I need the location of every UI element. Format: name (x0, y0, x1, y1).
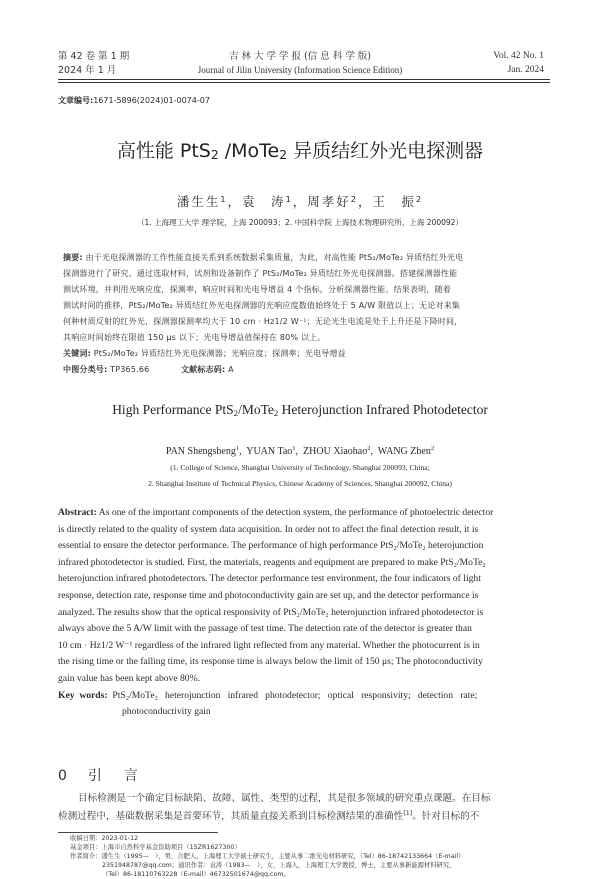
header-volume-zh: 第 42 卷 第 1 期 (58, 51, 130, 62)
keywords-zh: 关键词: PtS₂/MoTe₂ 异质结红外光电探测器；光响应度；探测率；光电导增益 (63, 349, 346, 358)
abstract-en-line: is directly related to the quality of system data acquisition. In order not to affect the final detection result, it is (58, 523, 479, 535)
abstract-en-line: essential to ensure the detector performance. The performance of high performance PtS₂/MoTe₂ heterojunction (58, 540, 484, 552)
intro-line: 目标检测是一个确定目标缺陷、故障、属性、类型的过程，其是很多领域的研究重点课题。在目标 (78, 793, 491, 804)
abstract-zh (63, 250, 543, 378)
affiliation-zh: （1. 上海理工大学 理学院，上海 200093；2. 中国科学院 上海技术物理研究所，上海 200092） (137, 218, 463, 227)
footnote-authors-cont: （Tel）86-18110763228（E-mail）46732501674@qq.com。 (102, 871, 290, 878)
footnote-authors-cont: 2351948787@qq.com；通讯作者：袁涛（1983— ），女，上海人，上海理工大学教授，博士，主要从事新能源材料研究， (102, 862, 456, 869)
abstract-en-line: always above the 5 A/W limit with the passage of test time. The detection rate of the detector is greater than (58, 623, 472, 635)
abstract-zh-line: 其响应时间始终在限值 150 μs 以下；光电导增益值保持在 80% 以上。 (63, 333, 326, 342)
keywords-en-cont: photoconductivity gain (122, 706, 211, 718)
abstract-zh-line: 测试时间的推移，PtS₂/MoTe₂ 异质结红外光电探测器的光响应度数值始终处于 5 A/W 限值以上；无论对来集 (63, 301, 461, 310)
section-heading: 0 引 言 (58, 768, 142, 784)
header-journal-en: Journal of Jilin University (Information Science Edition) (197, 65, 403, 75)
abstract-zh-line: 何种材质反射的红外光，探测器探测率均大于 10 cm · Hz1/2 W⁻¹；无论光生电流是处于上升还是下降时间， (63, 317, 463, 326)
footnote-funding: 基金项目：上海市自然科学基金资助项目（15ZR1627300） (70, 844, 241, 851)
abstract-zh-line: 测试环境，并利用光响应度，探测率，响应时间和光电导增益 4 个指标，分析探测器性能。结果表明，随着 (63, 285, 451, 294)
affiliation-en-2: 2. Shanghai Institute of Technical Physics, Chinese Academy of Sciences, Shanghai 200092, China) (148, 479, 452, 488)
footnote-received: 收稿日期：2023-01-12 (70, 835, 139, 842)
footnotes (70, 834, 560, 879)
abstract-en-line: gain value has been kept above 80%. (58, 672, 200, 684)
abstract-en-line: heterojunction infrared photodetectors. The detector performance test environment, the four indicators of light (58, 573, 481, 585)
abstract-en-line: Abstract: As one of the important components of the detection system, the performance of photoelectric detector (58, 507, 494, 518)
header-journal-zh: 吉 林 大 学 学 报 (信 息 科 学 版) (228, 51, 372, 62)
affiliation-en-1: (1. College of Science, Shanghai University of Technology, Shanghai 200093, China; (170, 463, 430, 472)
abstract-en-line: analyzed. The results show that the optical responsivity of PtS₂/MoTe₂ heterojunction infrared photodetector is (58, 606, 484, 618)
abstract-en-line: 10 cm · Hz1/2 W⁻¹ regardless of the infrared light reflected from any material. Whether the photocurrent is in (58, 639, 480, 651)
header-volume-en: Vol. 42 No. 1 (493, 51, 544, 61)
footnote-authors: 作者简介：潘生生（1995— ），男，合肥人，上海理工大学硕士研究生，主要从事二维光电材料研究，（Tel）86-18742133664（E-mail） (70, 853, 465, 860)
intro-line: 检测过程中，基础数据采集是首要环节，其质量直接关系到目标检测结果的准确性[1]。针对目标的不 (58, 810, 480, 822)
authors-en: PAN Shengsheng$^1$, YUAN Tao$^1$, ZHOU Xiaohao$^2$, WANG Zhen$^2$ (165, 445, 435, 457)
keywords-en: Key words: PtS₂/MoTe₂ heterojunction infrared photodetector; optical responsivity; detection rate; (58, 689, 478, 701)
header-rule-thin (58, 82, 550, 83)
title-zh: 高性能 PtS$_2$ /MoTe$_2$ 异质结红外光电探测器 (116, 140, 484, 162)
footnote-rule (58, 832, 218, 833)
abstract-zh-line: 摘要: 由于光电探测器的工作性能直接关系到系统数据采集质量，为此，对高性能 PtS₂/MoTe₂ 异质结红外光电 (63, 253, 464, 262)
header-rule (58, 79, 550, 80)
abstract-zh-line: 探测器进行了研究。通过选取材料，试剂和设备制作了 PtS₂/MoTe₂ 异质结红外光电探测器。搭建探测器性能 (63, 269, 458, 278)
title-en: High Performance PtS$_2$/MoTe$_2$ Heterojunction Infrared Photodetector (112, 402, 488, 418)
header-date-zh: 2024 年 1 月 (58, 65, 117, 76)
classification-zh: 中图分类号: TP365.66 文献标志码: A (63, 365, 234, 374)
abstract-en-line: response, detection rate, response time and photoconductivity gain are set up, and the detector performance is (58, 589, 479, 601)
header-date-en: Jan. 2024 (507, 65, 544, 75)
authors-zh: 潘生生$^1$，袁 涛$^1$，周孝好$^2$，王 振$^2$ (176, 194, 424, 209)
intro-paragraph (58, 790, 550, 826)
abstract-en (58, 505, 548, 721)
abstract-en-line: the rising time or the falling time, its response time is always below the limit of 150 μs; The photoconductivity (58, 656, 483, 668)
abstract-en-line: infrared photodetector is studied. First, the materials, reagents and equipment are prepared to make PtS₂/MoTe₂ (58, 556, 486, 568)
article-number: 文章编号:1671-5896(2024)01-0074-07 (58, 96, 210, 105)
